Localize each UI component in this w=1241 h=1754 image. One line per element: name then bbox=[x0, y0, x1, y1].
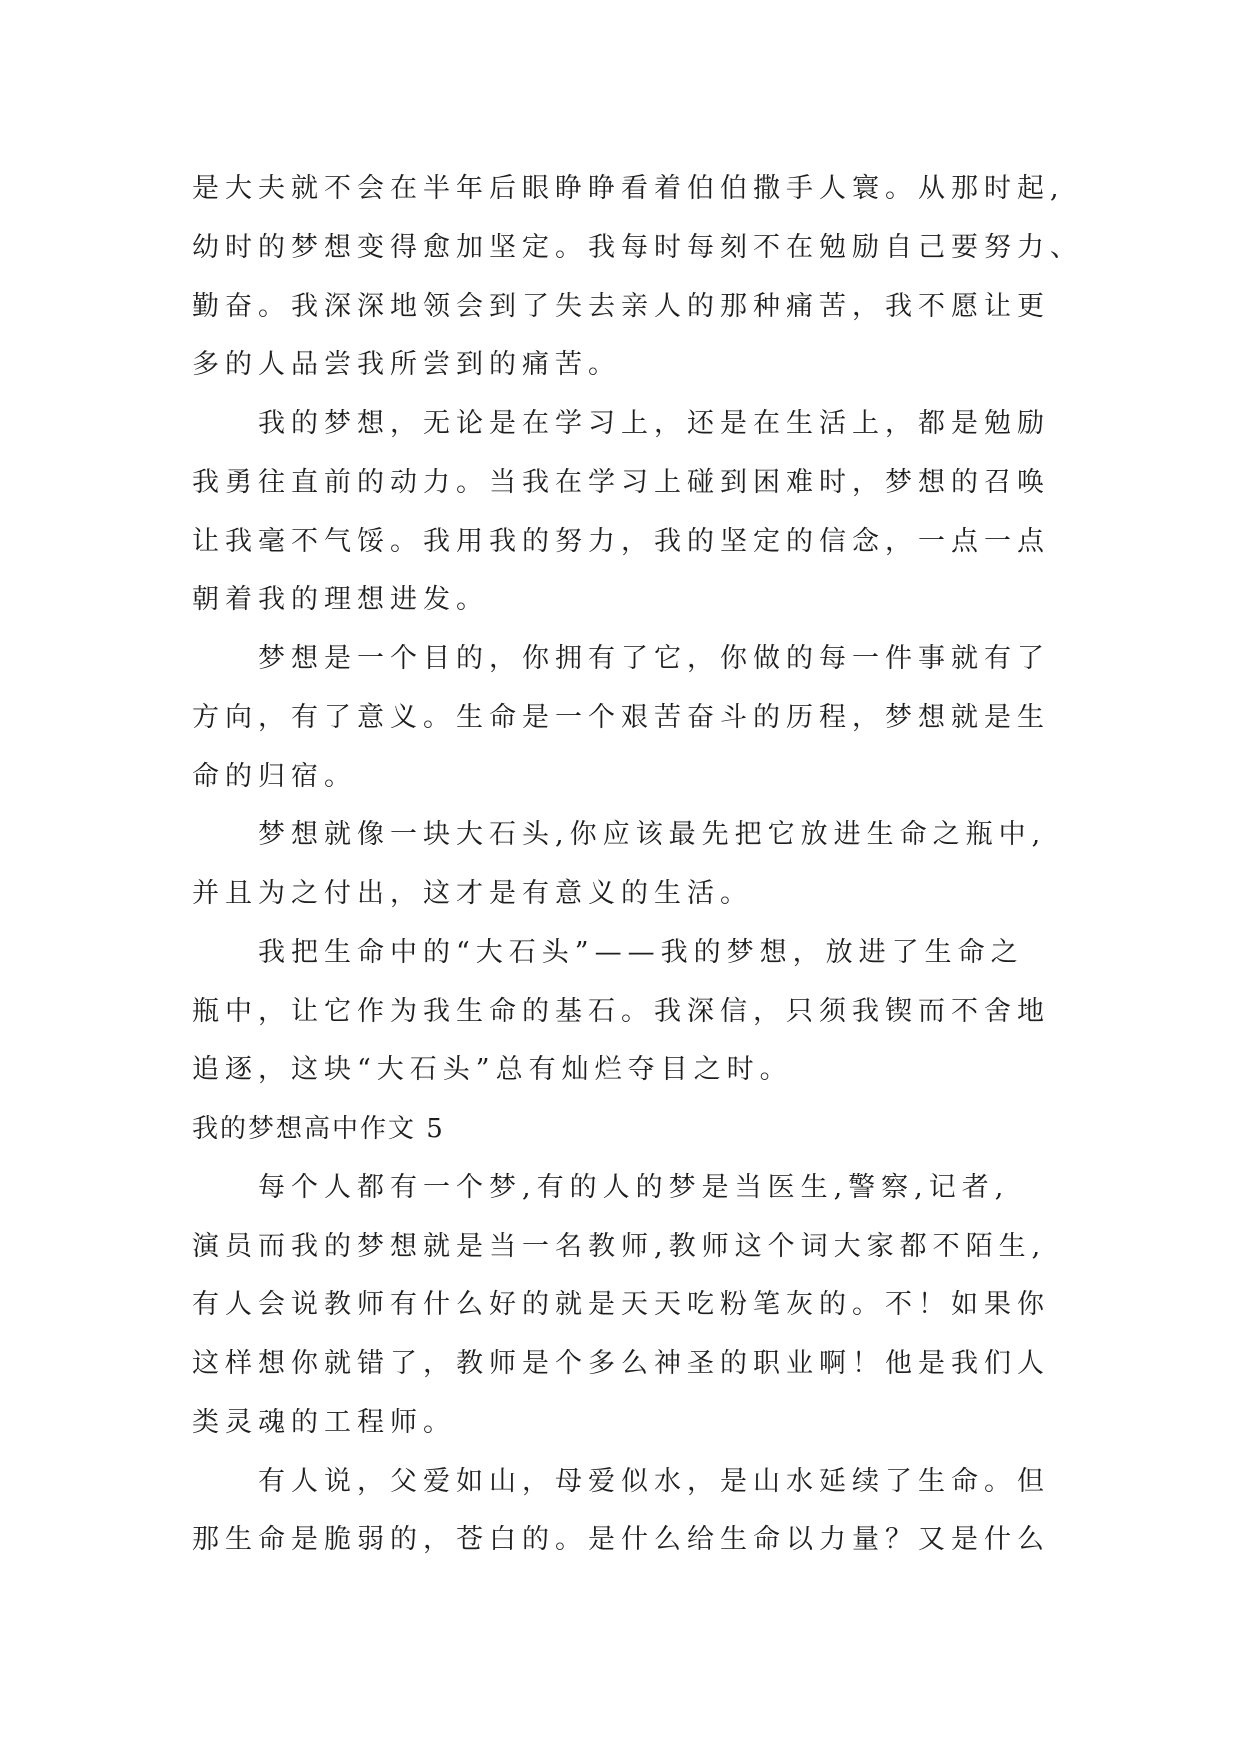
text-line: 梦想是一个目的，你拥有了它，你做的每一件事就有了 bbox=[258, 643, 1050, 674]
text-line: 类灵魂的工程师。 bbox=[192, 1406, 456, 1438]
text-line: 追逐，这块“大石头”总有灿烂夺目之时。 bbox=[192, 1054, 793, 1086]
text-line: 让我毫不气馁。我用我的努力，我的坚定的信念，一点一点 bbox=[192, 525, 1050, 557]
text-line: 我的梦想，无论是在学习上，还是在生活上，都是勉励 bbox=[258, 408, 1050, 439]
text-line: 我勇往直前的动力。当我在学习上碰到困难时，梦想的召唤 bbox=[192, 466, 1050, 498]
text-line: 朝着我的理想进发。 bbox=[192, 584, 489, 616]
text-line: 方向，有了意义。生命是一个艰苦奋斗的历程，梦想就是生 bbox=[192, 701, 1050, 733]
text-line: 每个人都有一个梦,有的人的梦是当医生,警察,记者, bbox=[258, 1171, 1010, 1203]
text-line: 那生命是脆弱的，苍白的。是什么给生命以力量？又是什么 bbox=[192, 1524, 1050, 1556]
paragraph bbox=[192, 1453, 1152, 1571]
document-body bbox=[192, 160, 1152, 1570]
text-line: 瓶中，让它作为我生命的基石。我深信，只须我锲而不舍地 bbox=[192, 995, 1050, 1027]
text-line: 演员而我的梦想就是当一名教师,教师这个词大家都不陌生, bbox=[192, 1230, 1047, 1262]
text-line: 命的归宿。 bbox=[192, 760, 357, 792]
paragraph bbox=[192, 1159, 1152, 1453]
text-line: 梦想就像一块大石头,你应该最先把它放进生命之瓶中, bbox=[258, 819, 1047, 851]
paragraph bbox=[192, 806, 1152, 924]
paragraph bbox=[192, 395, 1152, 630]
text-line: 我把生命中的“大石头”——我的梦想，放进了生命之 bbox=[258, 936, 1024, 968]
paragraph bbox=[192, 924, 1152, 1100]
text-line: 多的人品尝我所尝到的痛苦。 bbox=[192, 349, 621, 381]
paragraph bbox=[192, 160, 1152, 395]
paragraph bbox=[192, 630, 1152, 806]
section-heading: 我的梦想高中作文 5 bbox=[192, 1114, 445, 1144]
text-line: 有人会说教师有什么好的就是天天吃粉笔灰的。不！如果你 bbox=[192, 1289, 1050, 1321]
text-line: 并且为之付出，这才是有意义的生活。 bbox=[192, 878, 753, 909]
text-line: 幼时的梦想变得愈加坚定。我每时每刻不在勉励自己要努力、 bbox=[192, 231, 1083, 263]
text-line: 是大夫就不会在半年后眼睁睁看着伯伯撒手人寰。从那时起, bbox=[192, 173, 1065, 204]
text-line: 有人说，父爱如山，母爱似水，是山水延续了生命。但 bbox=[258, 1465, 1050, 1497]
text-line: 这样想你就错了，教师是个多么神圣的职业啊！他是我们人 bbox=[192, 1348, 1050, 1379]
text-line: 勤奋。我深深地领会到了失去亲人的那种痛苦，我不愿让更 bbox=[192, 290, 1050, 322]
